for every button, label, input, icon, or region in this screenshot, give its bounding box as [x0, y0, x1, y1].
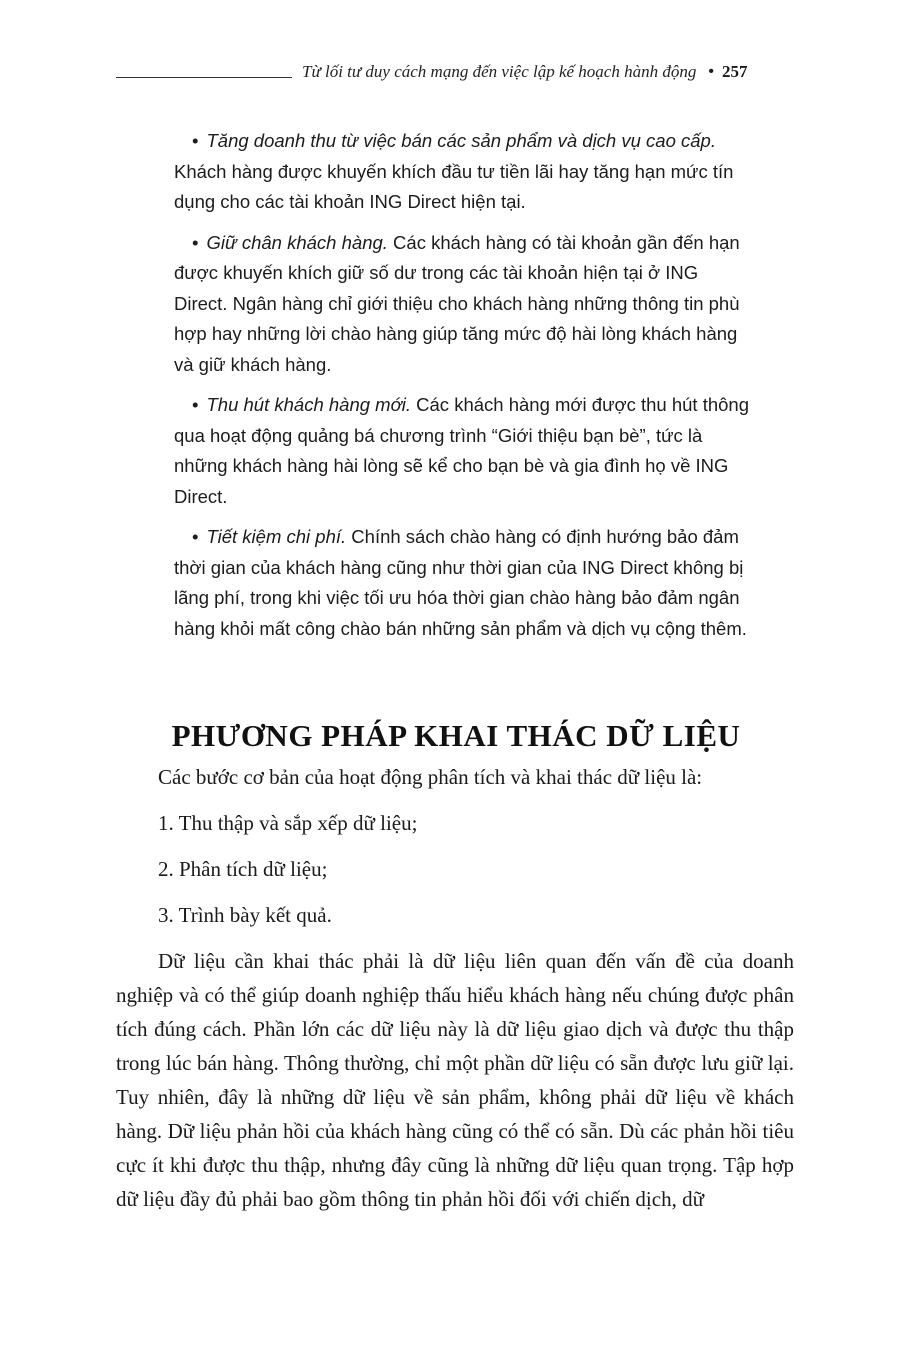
body-paragraph: Dữ liệu cần khai thác phải là dữ liệu liên quan đến vấn đề của doanh nghiệp và có thể giúp doanh nghiệp thấu hiểu khách hàng nếu chúng được phân tích đúng cách. Phần lớn các dữ liệu này là dữ liệu giao dịch và được thu thập trong lúc bán hàng. Thông thường, chỉ một phần dữ liệu có sẵn được lưu giữ lại. Tuy nhiên, đây là những dữ liệu về sản phẩm, không phải dữ liệu về khách hàng. Dữ liệu phản hồi của khách hàng cũng có thể có sẵn. Dù các phản hồi tiêu cực ít khi được thu thập, nhưng đây cũng là những dữ liệu quan trọng. Tập hợp dữ liệu đầy đủ phải bao gồm thông tin phản hồi đối với chiến dịch, dữ [116, 949, 794, 1211]
bullet-text: Các khách hàng mới được thu hút thông qua hoạt động quảng bá chương trình “Giới thiệu bạn bè”, tức là những khách hàng hài lòng sẽ kể cho bạn bè và gia đình họ về ING Direct. [174, 394, 749, 507]
page-number: 257 [721, 62, 748, 81]
intro-text: Các bước cơ bản của hoạt động phân tích và khai thác dữ liệu là: [158, 765, 703, 789]
bullet-dot: • [192, 526, 199, 547]
header-bullet: • [708, 63, 714, 80]
header-title: Từ lối tư duy cách mạng đến việc lập kế hoạch hành động [302, 62, 697, 81]
step-item: 2. Phân tích dữ liệu; [158, 857, 328, 881]
step-item: 1. Thu thập và sắp xếp dữ liệu; [158, 811, 418, 835]
bullet-text: Khách hàng được khuyến khích đầu tư tiền lãi hay tăng hạn mức tín dụng cho các tài khoản ING Direct hiện tại. [174, 160, 734, 212]
bullet-text: Các khách hàng có tài khoản gần đến hạn được khuyến khích giữ số dư trong các tài khoản hiện tại ở ING Direct. Ngân hàng chỉ giới thiệu cho khách hàng những thông tin phù hợp hay những lời chào hàng giúp tăng mức độ hài lòng khách hàng và giữ khách hàng. [174, 231, 740, 375]
bullet-item [174, 390, 754, 512]
running-header [116, 58, 796, 86]
section-heading: PHƯƠNG PHÁP KHAI THÁC DỮ LIỆU [171, 717, 741, 753]
bullet-lead: Giữ chân khách hàng. [206, 231, 388, 253]
bullet-list [174, 126, 754, 654]
bullet-lead: Thu hút khách hàng mới. [206, 394, 412, 415]
header-rule [116, 77, 292, 78]
bullet-lead: Tiết kiệm chi phí. [206, 526, 347, 547]
bullet-lead: Tăng doanh thu từ việc bán các sản phẩm và dịch vụ cao cấp. [206, 130, 716, 151]
bullet-item [174, 522, 754, 644]
bullet-dot: • [192, 130, 199, 151]
bullet-item [174, 228, 754, 381]
bullet-dot: • [192, 231, 199, 253]
bullet-item [174, 126, 754, 218]
section-body [116, 760, 794, 1216]
bullet-dot: • [192, 394, 199, 415]
bullet-text: Chính sách chào hàng có định hướng bảo đảm thời gian của khách hàng cũng như thời gian của ING Direct không bị lãng phí, trong khi việc tối ưu hóa thời gian chào hàng bảo đảm ngân hàng khỏi mất công chào bán những sản phẩm và dịch vụ cộng thêm. [174, 526, 747, 639]
step-item: 3. Trình bày kết quả. [158, 903, 332, 927]
